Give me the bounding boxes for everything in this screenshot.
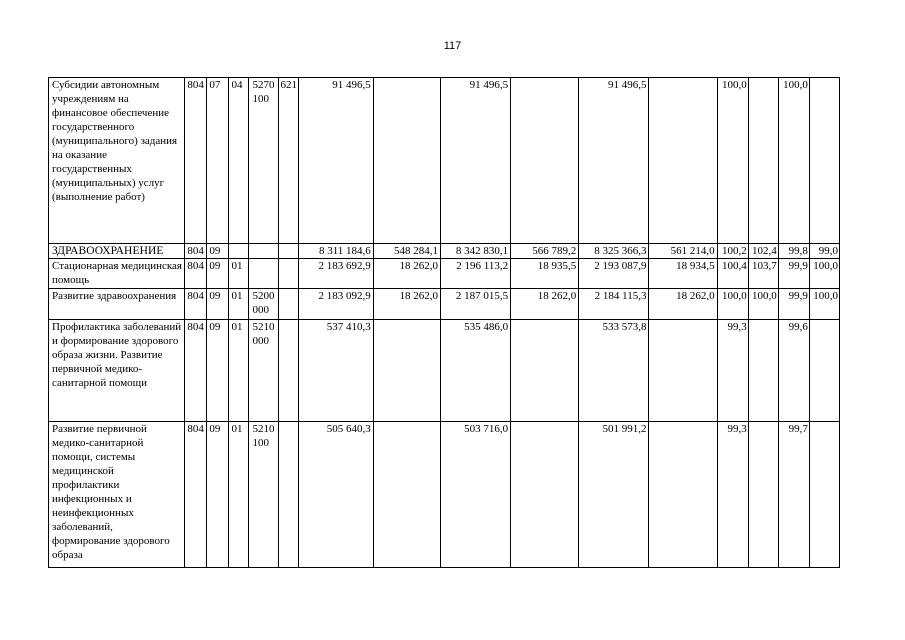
value-1: 537 410,3 [298, 320, 373, 422]
value-5: 2 193 087,9 [579, 259, 649, 289]
table-row [49, 244, 840, 259]
subsection-code: 01 [229, 259, 249, 289]
value-2: 548 284,1 [373, 244, 440, 259]
table-row [49, 289, 840, 320]
percent-1: 100,0 [717, 289, 748, 320]
value-5: 501 991,2 [579, 422, 649, 568]
value-5: 8 325 366,3 [579, 244, 649, 259]
subsection-code: 01 [229, 320, 249, 422]
expense-type-code [278, 289, 298, 320]
percent-3: 99,8 [778, 244, 809, 259]
value-3: 2 196 113,2 [440, 259, 510, 289]
expense-type-code [278, 320, 298, 422]
value-3: 8 342 830,1 [440, 244, 510, 259]
expense-type-code [278, 244, 298, 259]
percent-2: 102,4 [748, 244, 778, 259]
percent-4: 100,0 [809, 289, 839, 320]
row-name: Стационарная медицинская помощь [49, 259, 185, 289]
target-article-code: 5210 000 [249, 320, 278, 422]
percent-2 [748, 422, 778, 568]
value-6: 18 934,5 [649, 259, 717, 289]
row-name: Субсидии автономным учреждениям на финансовое обеспечение государственного (муниципального) задания на оказание государственных (муниципальных) услуг (выполнение работ) [49, 78, 185, 244]
value-5: 2 184 115,3 [579, 289, 649, 320]
value-4: 18 262,0 [511, 289, 579, 320]
percent-1: 99,3 [717, 320, 748, 422]
page-number: 117 [443, 40, 462, 52]
percent-4 [809, 320, 839, 422]
percent-2 [748, 78, 778, 244]
percent-3: 99,9 [778, 289, 809, 320]
percent-2: 103,7 [748, 259, 778, 289]
target-article-code: 5210 100 [249, 422, 278, 568]
percent-4 [809, 422, 839, 568]
ved-code: 804 [185, 320, 207, 422]
target-article-code [249, 244, 278, 259]
ved-code: 804 [185, 422, 207, 568]
subsection-code: 01 [229, 289, 249, 320]
section-code: 09 [207, 289, 229, 320]
subsection-code: 01 [229, 422, 249, 568]
row-name: ЗДРАВООХРАНЕНИЕ [49, 244, 185, 259]
value-2 [373, 320, 440, 422]
row-name: Профилактика заболеваний и формирование здорового образа жизни. Развитие первичной медико-санитарной помощи [49, 320, 185, 422]
percent-3: 100,0 [778, 78, 809, 244]
percent-4: 100,0 [809, 259, 839, 289]
percent-2 [748, 320, 778, 422]
percent-1: 99,3 [717, 422, 748, 568]
value-3: 535 486,0 [440, 320, 510, 422]
budget-table [48, 77, 840, 568]
expense-type-code [278, 422, 298, 568]
target-article-code: 5200 000 [249, 289, 278, 320]
value-3: 503 716,0 [440, 422, 510, 568]
table-row [49, 422, 840, 568]
value-1: 505 640,3 [298, 422, 373, 568]
percent-3: 99,9 [778, 259, 809, 289]
target-article-code: 5270 100 [249, 78, 278, 244]
value-5: 91 496,5 [579, 78, 649, 244]
ved-code: 804 [185, 259, 207, 289]
subsection-code [229, 244, 249, 259]
value-2 [373, 78, 440, 244]
section-code: 09 [207, 320, 229, 422]
value-2: 18 262,0 [373, 289, 440, 320]
row-name: Развитие первичной медико-санитарной помощи, системы медицинской профилактики инфекционных и неинфекционных заболеваний, формирование здорового образа [49, 422, 185, 568]
ved-code: 804 [185, 289, 207, 320]
table-row [49, 320, 840, 422]
target-article-code [249, 259, 278, 289]
value-1: 2 183 092,9 [298, 289, 373, 320]
percent-4: 99,0 [809, 244, 839, 259]
section-code: 09 [207, 244, 229, 259]
value-6: 18 262,0 [649, 289, 717, 320]
percent-2: 100,0 [748, 289, 778, 320]
value-6 [649, 320, 717, 422]
section-code: 09 [207, 422, 229, 568]
value-2 [373, 422, 440, 568]
table-row [49, 259, 840, 289]
value-6 [649, 78, 717, 244]
percent-4 [809, 78, 839, 244]
value-4 [511, 320, 579, 422]
value-3: 2 187 015,5 [440, 289, 510, 320]
value-4 [511, 78, 579, 244]
percent-3: 99,7 [778, 422, 809, 568]
value-6: 561 214,0 [649, 244, 717, 259]
value-3: 91 496,5 [440, 78, 510, 244]
expense-type-code [278, 259, 298, 289]
percent-1: 100,2 [717, 244, 748, 259]
value-1: 8 311 184,6 [298, 244, 373, 259]
table-row [49, 78, 840, 244]
percent-1: 100,4 [717, 259, 748, 289]
value-4: 566 789,2 [511, 244, 579, 259]
value-4: 18 935,5 [511, 259, 579, 289]
expense-type-code: 621 [278, 78, 298, 244]
value-1: 91 496,5 [298, 78, 373, 244]
value-6 [649, 422, 717, 568]
percent-1: 100,0 [717, 78, 748, 244]
row-name: Развитие здравоохранения [49, 289, 185, 320]
section-code: 09 [207, 259, 229, 289]
value-1: 2 183 692,9 [298, 259, 373, 289]
section-code: 07 [207, 78, 229, 244]
ved-code: 804 [185, 244, 207, 259]
value-5: 533 573,8 [579, 320, 649, 422]
ved-code: 804 [185, 78, 207, 244]
value-4 [511, 422, 579, 568]
value-2: 18 262,0 [373, 259, 440, 289]
percent-3: 99,6 [778, 320, 809, 422]
subsection-code: 04 [229, 78, 249, 244]
